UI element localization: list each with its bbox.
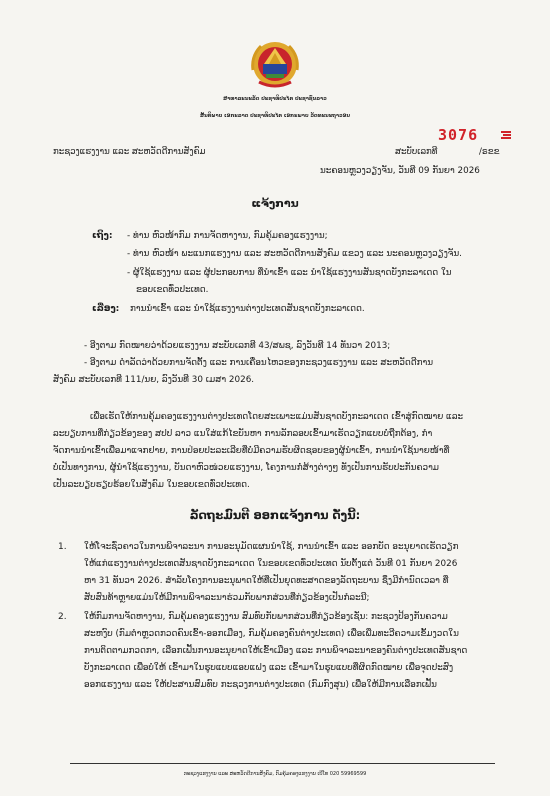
- ministry-name: ກະຊວງແຮງງານ ແລະ ສະຫວັດດີການສັງຄົມ: [53, 147, 206, 157]
- reference-line: ສັງຄົມ ສະບັບເລກທີ 111/ນຍ, ລົງວັນທີ 30 ເມສາ 2026.: [53, 375, 255, 385]
- place-and-date: ນະຄອນຫຼວງວຽງຈັນ, ວັນທີ 09 ກັນຍາ 2026: [320, 166, 480, 176]
- intro-line: ລະບຽບການທີ່ກ່ຽວຂ້ອງຂອງ ສປປ ລາວ ແນໃສ່ແກ້ໄຂບັນຫາ ການລັກລອບເຂົ້າມາເຮັດວຽກແບບບໍ່ຖືກຕ້ອງ, ກຳ: [53, 429, 433, 439]
- item-line: ໃຫ້ແກ່ແຮງງານຕ່າງປະເທດສັນຊາດບັງກະລາເດດ ໃນຂອບເຂດທົ່ວປະເທດ ນັບຕັ້ງແຕ່ ວັນທີ 01 ກັນຍາ 2026: [84, 559, 458, 569]
- recipient-line: - ທ່ານ ຫົວໜ້າ ພະແນກແຮງງານ ແລະ ສະຫວັດດີການສັງຄົມ ແຂວງ ແລະ ນະຄອນຫຼວງວຽງຈັນ.: [127, 249, 462, 259]
- reference-line: - ອີງຕາມ ດຳລັດວ່າດ້ວຍການຈັດຕັ້ງ ແລະ ການເຄື່ອນໄຫວຂອງກະຊວງແຮງງານ ແລະ ສະຫວັດດີການ: [84, 358, 434, 368]
- subject-label: ເລື່ອງ:: [92, 303, 120, 314]
- item-line: ການຕິດຕາມກວດກາ, ເລືອກເຟັ້ນການອະນຸຍາດໃຫ້ເຂົ້າເມືອງ ແລະ ການພິຈາລະນາຂອງຄົນຕ່າງປະເທດສັນຊາດ: [84, 646, 468, 656]
- lao-national-emblem-icon: [247, 34, 303, 90]
- recipient-line: - ຜູ້ໃຊ້ແຮງງານ ແລະ ຜູ້ປະກອບການ ທີ່ນຳເຂົ້າ ແລະ ນຳໃຊ້ແຮງງານສັນຊາດບັງກະລາເດດ ໃນ: [127, 268, 452, 278]
- stamp-mark-icon: [500, 129, 512, 141]
- item-line: ໃຫ້ໂຈະຊົ່ວຄາວໃນການພິຈາລະນາ ການອະນຸມັດແຜນນຳໃຊ້, ການນຳເຂົ້າ ແລະ ອອກບັດ ອະນຸຍາດເຮັດວຽກ: [84, 542, 459, 552]
- reference-line: - ອີງຕາມ ກົດໝາຍວ່າດ້ວຍແຮງງານ ສະບັບເລກທີ 43/ສພຊ, ລົງວັນທີ 14 ທັນວາ 2013;: [84, 341, 391, 351]
- item-line: ສະຫງົບ (ກົມຕຳຫຼວດກວດຄົນເຂົ້າ-ອອກເມືອງ, ກົມຄຸ້ມຄອງຄົນຕ່າງປະເທດ) ເພື່ອເພີ່ມທະວີຄວາມເຂັ້ມງວດໃນ: [84, 629, 459, 639]
- recipients-label: ເຖິງ:: [92, 230, 113, 241]
- item-line: ຫາ 31 ທັນວາ 2026. ສຳລັບໂຄງການອະນຸພາດໃຫ້ທີ່ເປັນຍຸດທະສາດຂອງລັດຖະບານ ຊຶ່ງມີກຳນົດເວລາ ທີ່: [84, 576, 449, 586]
- national-header-line1: ສາທາລະນະລັດ ປະຊາທິປະໄຕ ປະຊາຊົນລາວ: [223, 96, 327, 102]
- item-line: ອອກແຮງງານ ແລະ ໃຫ້ປະສານສົມທົບ ກະຊວງການຕ່າງປະເທດ (ກົມກົງສຸນ) ເພື່ອໃຫ້ມີການເລືອກເຟັ້ນ: [84, 680, 437, 690]
- intro-line: ເພື່ອເຮັດໃຫ້ການຄຸ້ມຄອງແຮງງານຕ່າງປະເທດໂດຍສະເພາະແມ່ນສັນຊາດບັງກະລາເດດ ເຂົ້າສູ່ກົດໝາຍ ແລະ: [90, 412, 464, 422]
- footer-divider: [70, 763, 495, 764]
- item-number: 1.: [58, 542, 67, 552]
- item-line: ສັບສົນທ້າຫຼາຍແມ່ນໃຫ້ມີການພິຈາລະນາຮ່ວມກັບພາກສ່ວນທີ່ກ່ຽວຂ້ອງເປັນກໍລະນີ;: [84, 593, 370, 603]
- intro-line: ບໍ່ເປັນທາງການ, ຜູ້ນຳໃຊ້ແຮງງານ, ບັນດາຫົວໜ່ວຍແຮງງານ, ໂຄງການກໍ່ສ້າງຕ່າງໆ ທັງເປັນການຮັບປະກັນຄວາມ: [53, 463, 439, 473]
- item-number: 2.: [58, 612, 67, 622]
- subject-text: ການນຳເຂົ້າ ແລະ ນຳໃຊ້ແຮງງານຕ່າງປະເທດສັນຊາດບັງກະລາເດດ.: [130, 304, 365, 314]
- recipient-line: ຂອບເຂດທົ່ວປະເທດ.: [136, 285, 209, 295]
- intro-line: ຈັດການນຳເຂົ້າເພື່ອມາແຈກຢາຍ, ການປ່ອຍປະລະເລີຍທີ່ບໍ່ມີຄວາມຮັບຜິດຊອບຂອງຜູ້ນຳເຂົ້າ, ການນຳໃຊ້ນາຍໜ້າທີ່: [53, 446, 450, 456]
- item-line: ບັງກະລາເດດ ເພື່ອບໍ່ໃຫ້ ເຂົ້າມາໃນຮູບແບບແອບແຝງ ແລະ ເຂົ້າມາໃນຮູບແບບທີ່ຜິດກົດໝາຍ ເພື່ອຈຸດປະສົງ: [84, 663, 454, 673]
- stamped-document-number: 3076: [438, 126, 479, 144]
- document-number-suffix: /ຣຂຂ: [479, 147, 500, 157]
- intro-line: ເປັນລະບຽບຮຽບຮ້ອຍໃນສັງຄົມ ໃນຂອບເຂດທົ່ວປະເທດ.: [53, 480, 250, 490]
- section-heading: ລັດຖະມົນຕີ ອອກແຈ້ງການ ດັ່ງນີ້:: [189, 508, 361, 522]
- document-number-label: ສະບັບເລກທີ: [395, 147, 438, 157]
- footer-contact: ກະຊວງແຮງງານ ແລະ ສະຫວັດດີການສັງຄົມ, ກົມຄຸ້ມຄອງແຮງງານ ເບີໂທ 020 59969599: [183, 771, 367, 777]
- item-line: ໃຫ້ກົມການຈັດຫາງານ, ກົມຄຸ້ມຄອງແຮງງານ ສົມທົບກັບພາກສ່ວນທີ່ກ່ຽວຂ້ອງເຊັ່ນ: ກະຊວງປ້ອງກັນຄວາມ: [84, 612, 448, 622]
- document-title: ແຈ້ງການ: [251, 197, 299, 210]
- recipient-line: - ທ່ານ ຫົວໜ້າກົມ ການຈັດຫາງານ, ກົມຄຸ້ມຄອງແຮງງານ;: [127, 231, 328, 241]
- national-header-line2: ສັນຕິພາບ ເອກະລາດ ປະຊາທິປະໄຕ ເອກະພາບ ວັດທະນະຖາວອນ: [199, 113, 351, 119]
